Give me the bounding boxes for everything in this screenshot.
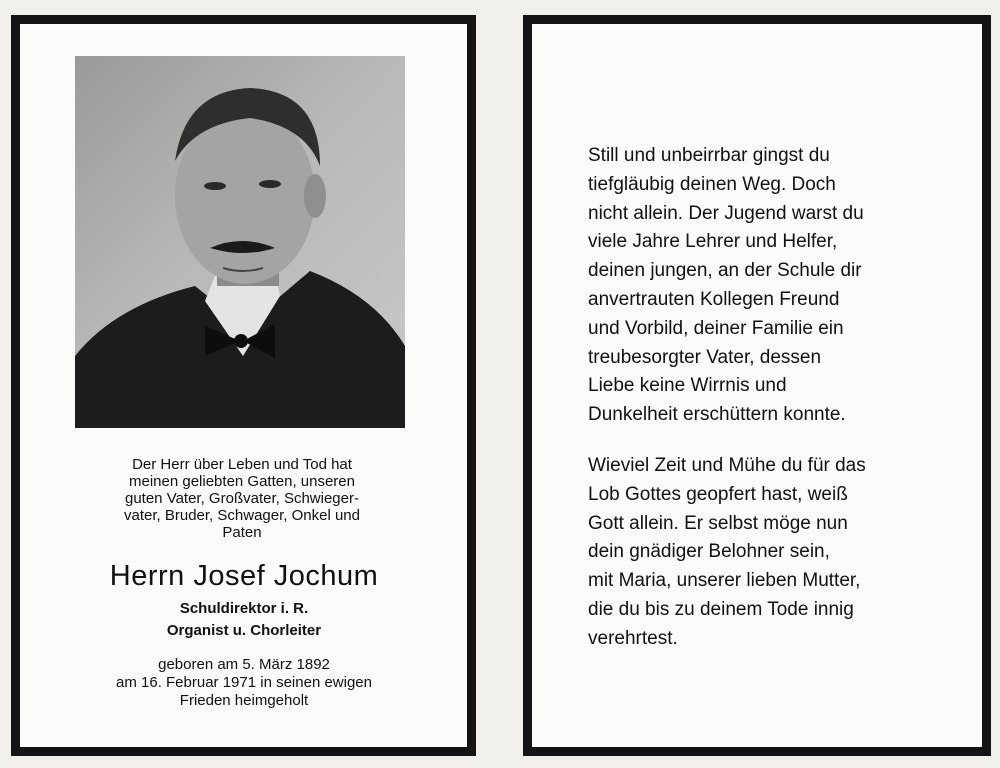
birth-death-dates: geboren am 5. März 1892 am 16. Februar 1971 in seinen ewigen Frieden heimgeholt xyxy=(116,656,372,709)
deceased-name: Herrn Josef Jochum xyxy=(109,560,379,592)
memorial-text-stanza-1: Still und unbeirrbar gingst du tiefgläubig deinen Weg. Doch nicht allein. Der Jugend warst du viele Jahre Lehrer und Helfer, deinen jungen, an der Schule dir anvertrauten Kollegen Freund und Vorbild, deiner Familie ein treubesorgter Vater, dessen Liebe keine Wirrnis und Dunkelheit erschüttern konnte. xyxy=(588,145,864,426)
portrait-photo xyxy=(75,56,405,428)
memorial-card-front xyxy=(11,15,476,756)
deceased-title-profession: Schuldirektor i. R. xyxy=(179,600,309,617)
memorial-card-back xyxy=(523,15,991,756)
deceased-title-music: Organist u. Chorleiter xyxy=(166,622,322,639)
memorial-text-stanza-2: Wieviel Zeit und Mühe du für das Lob Gottes geopfert hast, weiß Gott allein. Er selbst möge nun dein gnädiger Belohner sein, mit Maria, unserer lieben Mutter, die du bis zu deinem Tode innig verehrtest. xyxy=(588,455,866,649)
dedication-text: Der Herr über Leben und Tod hat meinen geliebten Gatten, unseren guten Vater, Großvater, Schwieger- vater, Bruder, Schwager, Onkel und Paten xyxy=(124,456,360,541)
